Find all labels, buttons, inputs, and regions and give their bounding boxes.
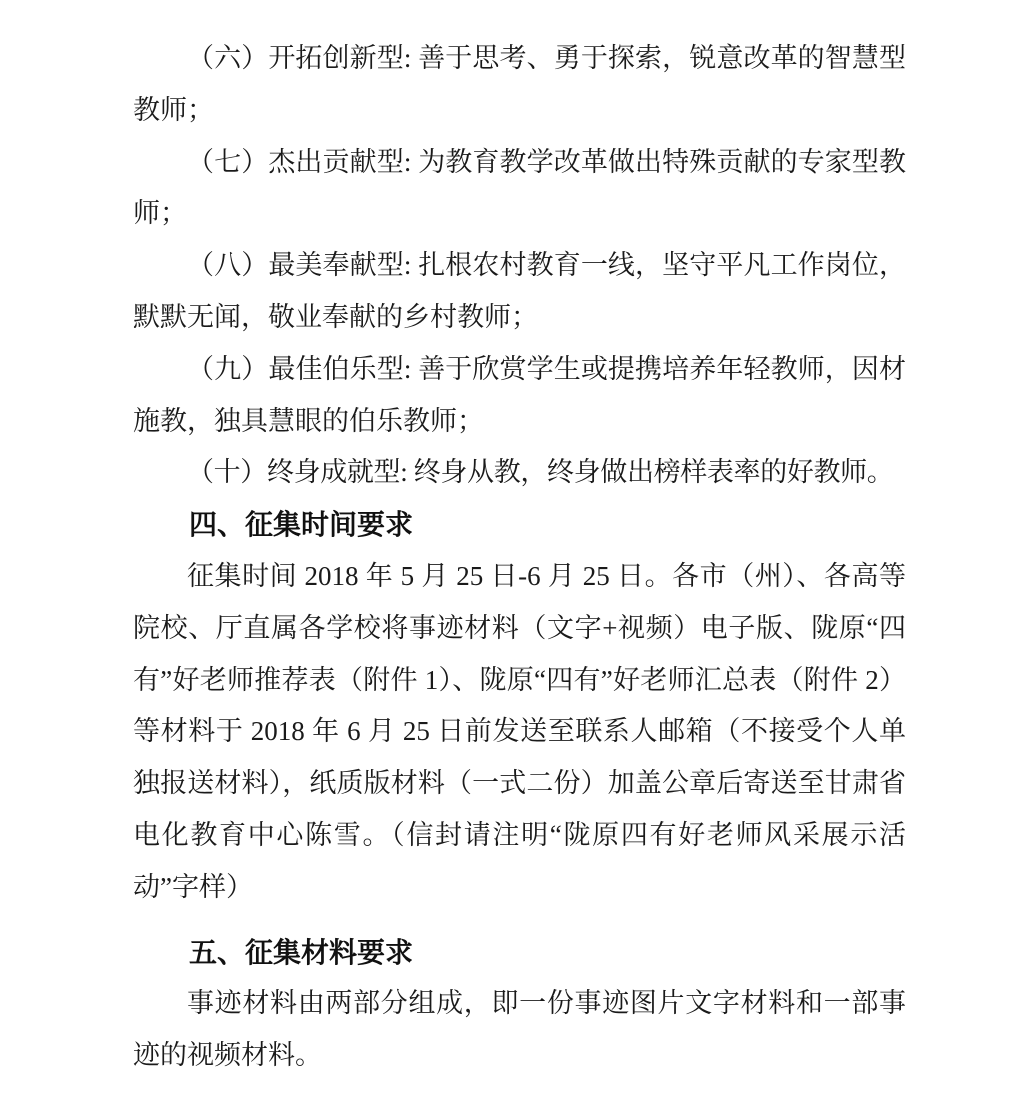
paragraph-type-7: （七）杰出贡献型: 为教育教学改革做出特殊贡献的专家型教师； (133, 146, 906, 229)
paragraph-type-8: （八）最美奉献型: 扎根农村教育一线，坚守平凡工作岗位，默默无闻，敬业奉献的乡村教师； (133, 250, 906, 332)
paragraph-type-6: （六）开拓创新型: 善于思考、勇于探索，锐意改革的智慧型教师； (133, 43, 906, 125)
section-heading-material-requirements: 五、征集材料要求 (189, 936, 414, 968)
paragraph-type-10: （十）终身成就型: 终身从教，终身做出榜样表率的好教师。 (187, 457, 894, 488)
paragraph-type-9: （九）最佳伯乐型: 善于欣赏学生或提携培养年轻教师，因材施教，独具慧眼的伯乐教师； (133, 353, 906, 436)
paragraph-collection-time-details: 征集时间 2018 年 5 月 25 日-6 月 25 日。各市（州）、各高等院校、厅直属各学校将事迹材料（文字+视频）电子版、陇原“四有”好老师推荐表（附件 1）、陇原“四有”好老师汇总表（附件 2）等材料于 2018 年 6 月 25 日前发送至联系人邮箱（不接受个人单独报送材料），纸质版材料（一式二份）加盖公章后寄送至甘肃省电化教育中心陈雪。（信封请注明“陇原四有好老师风采展示活动”字样） (133, 560, 906, 902)
paragraph-material-requirements-details: 事迹材料由两部分组成，即一份事迹图片文字材料和一部事迹的视频材料。 (133, 988, 906, 1071)
section-heading-collection-time: 四、征集时间要求 (189, 509, 414, 541)
